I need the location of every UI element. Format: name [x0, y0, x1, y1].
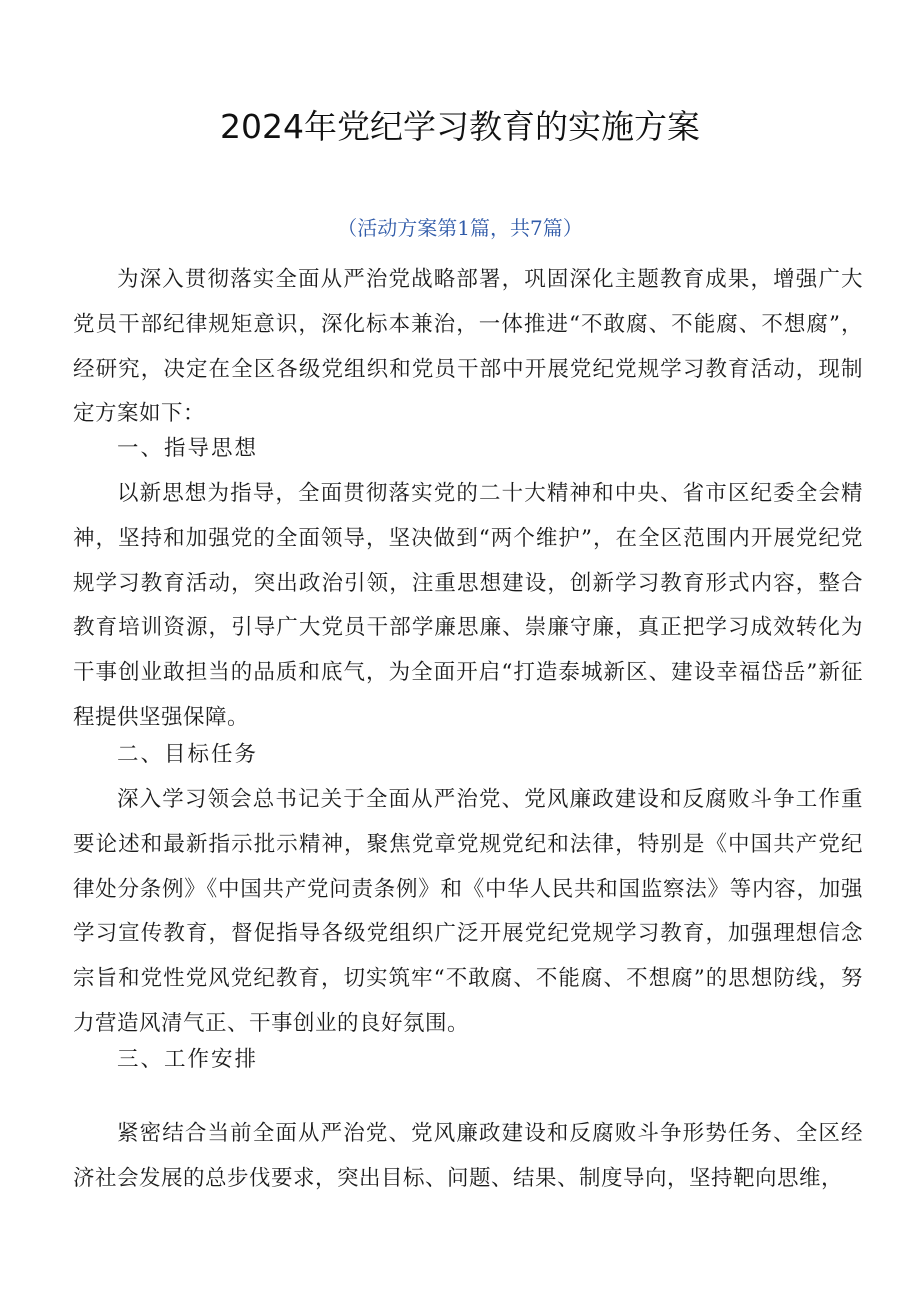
section-body-work-arrangement: 紧密结合当前全面从严治党、党风廉政建设和反腐败斗争形势任务、全区经济社会发展的总步伐要求，突出目标、问题、结果、制度导向，坚持靶向思维， — [73, 1121, 863, 1191]
section-body-objectives: 深入学习领会总书记关于全面从严治党、党风廉政建设和反腐败斗争工作重要论述和最新指示批示精神，聚焦党章党规党纪和法律，特别是《中国共产党纪律处分条例》《中国共产党问责条例》和《中华人民共和国监察法》等内容，加强学习宣传教育，督促指导各级党组织广泛开展党纪党规学习教育，加强理想信念宗旨和党性党风党纪教育，切实筑牢“不敢腐、不能腐、不想腐”的思想防线，努力营造风清气正、干事创业的良好氛围。 — [73, 787, 863, 1036]
section-heading-guiding-thought: 一、指导思想 — [117, 436, 259, 461]
document-subtitle: （活动方案第1篇，共7篇） — [337, 216, 583, 240]
section-heading-work-arrangement: 三、工作安排 — [117, 1047, 259, 1072]
intro-paragraph: 为深入贯彻落实全面从严治党战略部署，巩固深化主题教育成果，增强广大党员干部纪律规矩意识，深化标本兼治，一体推进“不敢腐、不能腐、不想腐”，经研究，决定在全区各级党组织和党员干部中开展党纪党规学习教育活动，现制定方案如下： — [73, 267, 863, 427]
section-heading-objectives: 二、目标任务 — [117, 742, 259, 767]
document-title: 2024年党纪学习教育的实施方案 — [220, 107, 700, 146]
section-body-guiding-thought: 以新思想为指导，全面贯彻落实党的二十大精神和中央、省市区纪委全会精神，坚持和加强党的全面领导，坚决做到“两个维护”，在全区范围内开展党纪党规学习教育活动，突出政治引领，注重思想建设，创新学习教育形式内容，整合教育培训资源，引导广大党员干部学廉思廉、崇廉守廉，真正把学习成效转化为干事创业敢担当的品质和底气，为全面开启“打造泰城新区、建设幸福岱岳”新征程提供坚强保障。 — [73, 481, 863, 730]
